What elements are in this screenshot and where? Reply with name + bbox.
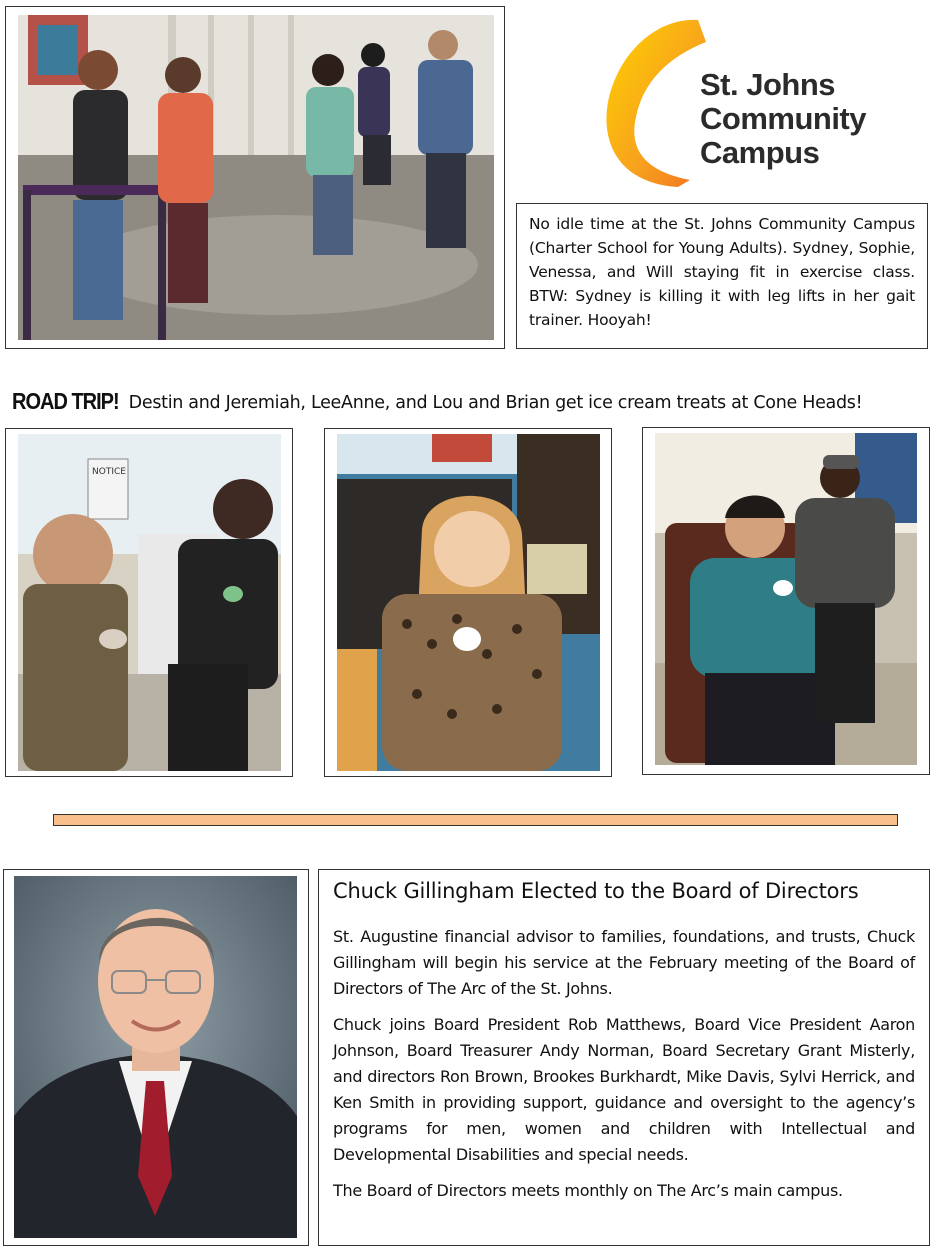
article-paragraph-1: St. Augustine financial advisor to families, foundations, and trusts, Chuck Gillingham will begin his service at the February meeting of the Board of Directors of The Arc of the St. Johns. bbox=[333, 927, 915, 998]
logo-line-3: Campus bbox=[700, 135, 820, 170]
road-trip-text: Destin and Jeremiah, LeeAnne, and Lou and Brian get ice cream treats at Cone Heads! bbox=[128, 393, 863, 413]
exercise-caption-text: No idle time at the St. Johns Community Campus (Charter School for Young Adults). Sydney, Sophie, Venessa, and Will staying fit in exercise class. BTW: Sydney is killing it with leg lifts in her gait trainer. Hooyah! bbox=[529, 215, 915, 329]
road-trip-headline bbox=[12, 390, 927, 415]
ice-cream-photo-frame-1 bbox=[5, 428, 293, 777]
exercise-class-photo bbox=[18, 15, 494, 340]
road-trip-label: ROAD TRIP! bbox=[12, 389, 119, 415]
article-title: Chuck Gillingham Elected to the Board of Directors bbox=[333, 879, 859, 903]
notice-sign-text: NOTICE bbox=[92, 467, 126, 477]
lou-brian-photo bbox=[655, 433, 917, 765]
destin-jeremiah-photo bbox=[18, 434, 281, 771]
section-divider bbox=[53, 814, 898, 826]
portrait-frame bbox=[3, 869, 309, 1246]
leeanne-photo bbox=[337, 434, 600, 771]
exercise-photo-frame bbox=[5, 6, 505, 349]
ice-cream-photo-frame-3 bbox=[642, 427, 930, 775]
article-paragraph-3: The Board of Directors meets monthly on The Arc’s main campus. bbox=[333, 1181, 843, 1200]
article-paragraph-2: Chuck joins Board President Rob Matthews, Board Vice President Aaron Johnson, Board Treasurer Andy Norman, Board Secretary Grant Misterly, and directors Ron Brown, Brookes Burkhardt, Mike Davis, Sylvi Herrick, and Ken Smith in providing support, guidance and oversight to the agency’s programs for men, women and children with Intellectual and Developmental Disabilities and special needs. bbox=[333, 1015, 915, 1164]
st-johns-community-campus-logo bbox=[598, 12, 866, 192]
logo-line-2: Community bbox=[700, 101, 866, 136]
exercise-caption-box bbox=[516, 203, 928, 349]
ice-cream-photo-frame-2 bbox=[324, 428, 612, 777]
chuck-gillingham-portrait bbox=[14, 876, 297, 1238]
logo-line-1: St. Johns bbox=[700, 67, 836, 102]
board-article bbox=[318, 869, 930, 1246]
